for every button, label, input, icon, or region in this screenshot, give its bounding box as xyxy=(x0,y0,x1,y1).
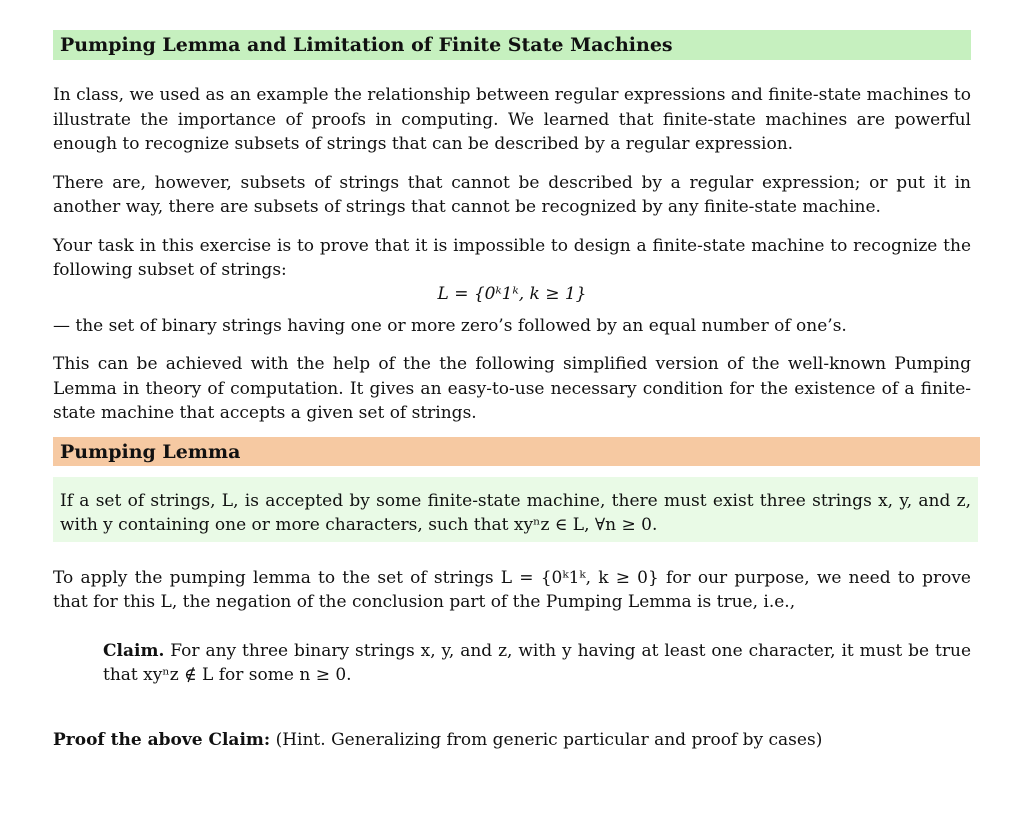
proof-hint: (Hint. Generalizing from generic particular and proof by cases) xyxy=(275,729,823,750)
proof-label: Proof the above Claim: xyxy=(53,729,271,750)
page-title: Pumping Lemma and Limitation of Finite State Machines xyxy=(53,30,971,60)
intro-paragraph-5: This can be achieved with the help of the the following simplified version of the well-known Pumping Lemma in theory of computation. It gives an easy-to-use necessary condition for the existence of a finite-state machine that accepts a given set of strings. xyxy=(53,354,971,423)
claim-label: Claim. xyxy=(103,640,165,661)
intro-paragraph-3: Your task in this exercise is to prove that it is impossible to design a finite-state machine to recognize the following subset of strings: xyxy=(53,235,971,280)
document-page xyxy=(53,30,971,752)
claim-paragraph xyxy=(103,639,971,688)
intro-paragraph-2: There are, however, subsets of strings that cannot be described by a regular expression; or put it in another way, there are subsets of strings that cannot be recognized by any finite-state machine. xyxy=(53,172,971,217)
claim-text: For any three binary strings x, y, and z, with y having at least one character, it must be true that xyⁿz ∉ L for some n ≥ 0. xyxy=(103,640,971,685)
lemma-box xyxy=(53,477,978,542)
intro-paragraph-1: In class, we used as an example the relationship between regular expressions and finite-state machines to illustrate the importance of proofs in computing. We learned that finite-state machines are powerful enough to recognize subsets of strings that can be described by a regular expression. xyxy=(53,85,971,154)
proof-line xyxy=(53,728,971,753)
apply-paragraph: To apply the pumping lemma to the set of strings L = {0ᵏ1ᵏ, k ≥ 0} for our purpose, we need to prove that for this L, the negation of the conclusion part of the Pumping Lemma is true, i.e., xyxy=(53,567,971,612)
language-formula: L = {0ᵏ1ᵏ, k ≥ 1} xyxy=(437,283,587,304)
lemma-title: Pumping Lemma xyxy=(53,437,980,466)
lemma-text: If a set of strings, L, is accepted by some finite-state machine, there must exist three strings x, y, and z, with y containing one or more characters, such that xyⁿz ∈ L, ∀n ≥ 0. xyxy=(60,490,971,535)
intro-paragraph-4: — the set of binary strings having one or more zero’s followed by an equal number of one’s. xyxy=(53,315,847,336)
